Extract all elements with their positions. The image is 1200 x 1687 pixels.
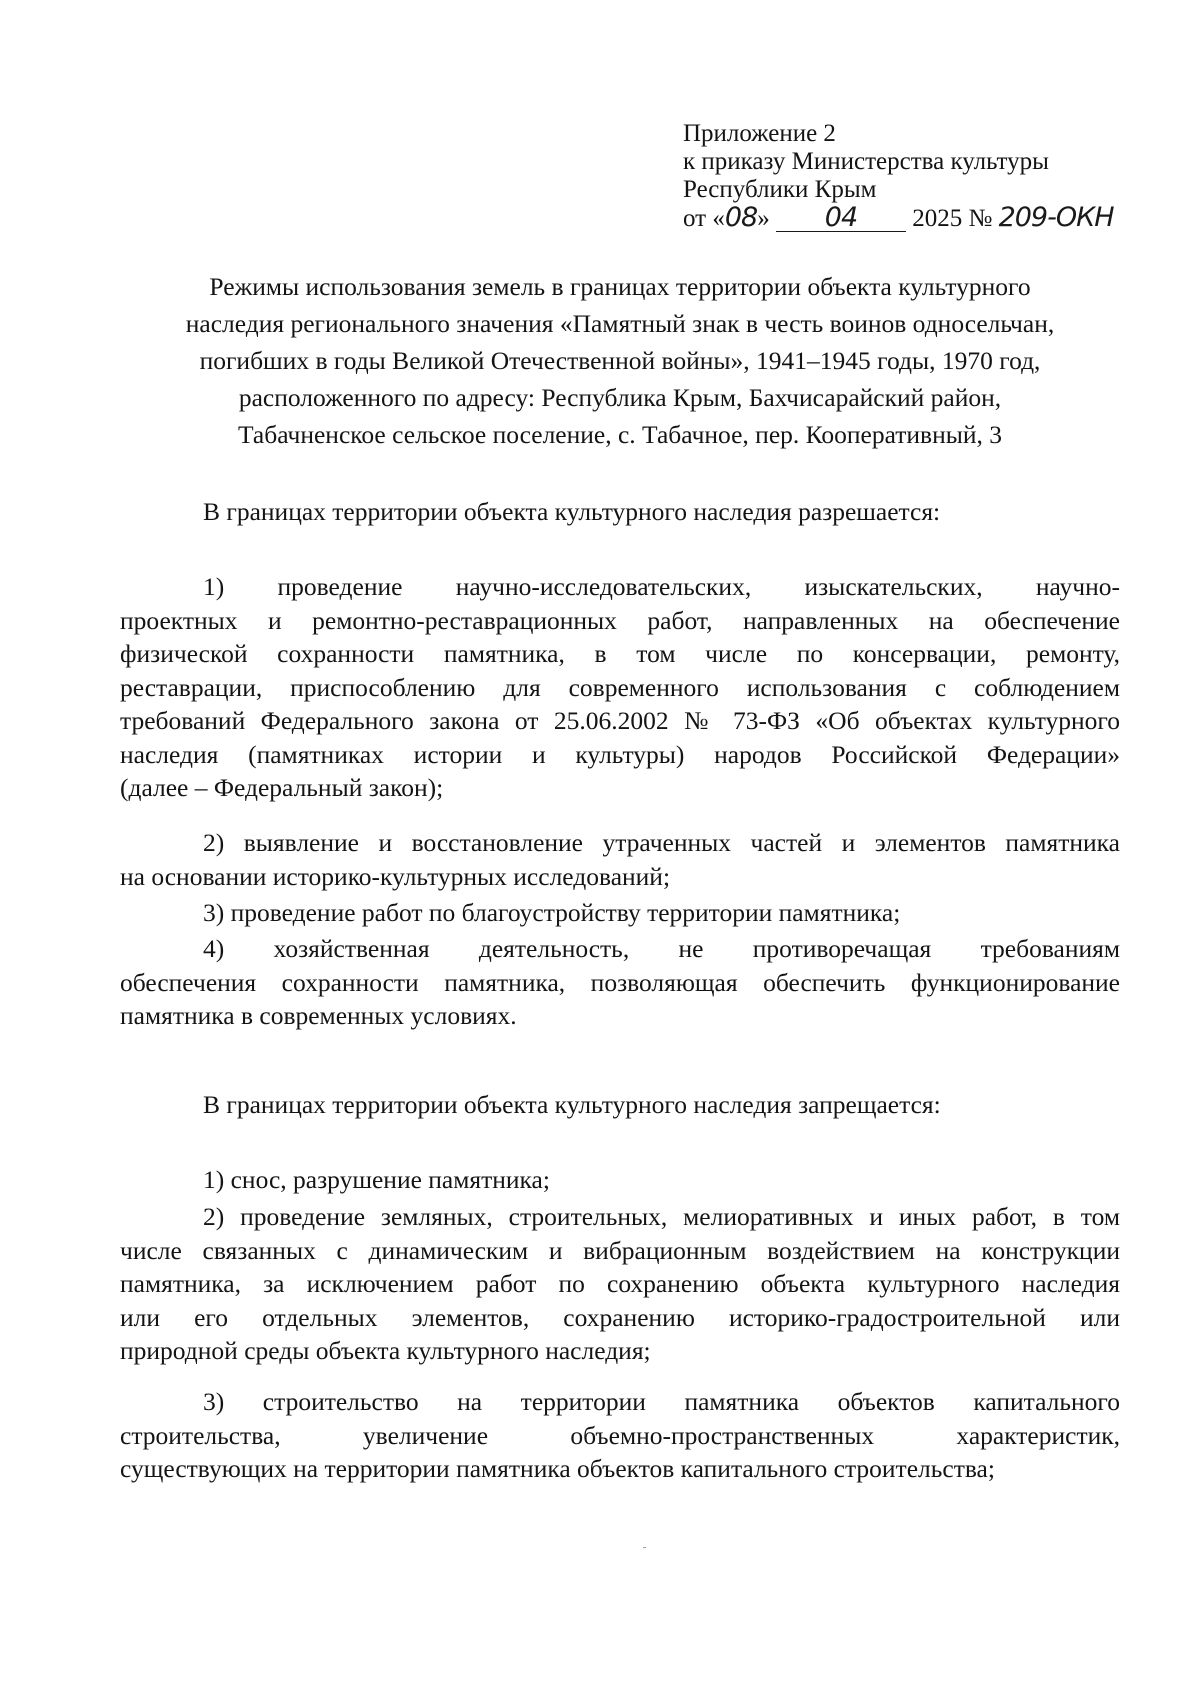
text-line: 4) хозяйственная деятельность, не противоречащая требованиям [203, 934, 1120, 963]
title-line: наследия регионального значения «Памятный знак в честь воинов односельчан, [185, 309, 1055, 338]
text-line: 2) выявление и восстановление утраченных частей и элементов памятника [203, 828, 1120, 857]
allowed-heading: В границах территории объекта культурного наследия разрешается: [203, 497, 941, 526]
text-line: 1) снос, разрушение памятника; [203, 1165, 550, 1194]
prohibited-item-1 [120, 1163, 1120, 1197]
appendix-title: Приложение 2 [683, 120, 836, 147]
handwritten-order-number: 209-ОКН [998, 202, 1114, 233]
title-line: Табачненское сельское поселение, с. Табачное, пер. Кооперативный, 3 [237, 420, 1003, 449]
prohibited-item-3 [120, 1385, 1120, 1486]
date-prefix: от « [683, 205, 725, 232]
title-line: погибших в годы Великой Отечественной войны», 1941–1945 годы, 1970 год, [199, 346, 1041, 375]
handwritten-month: 04 [824, 202, 858, 233]
prohibited-item-2 [120, 1200, 1120, 1368]
text-line: строительства, увеличение объемно-пространственных характеристик, [120, 1420, 1120, 1450]
allowed-item-4 [120, 932, 1120, 1033]
allowed-item-1 [120, 570, 1120, 805]
scan-speck [643, 1547, 646, 1548]
text-line: 2) проведение земляных, строительных, мелиоративных и иных работ, в том [203, 1202, 1120, 1231]
text-line: обеспечения сохранности памятника, позволяющая обеспечить функционирование [120, 967, 1120, 997]
text-line: 3) проведение работ по благоустройству территории памятника; [203, 898, 901, 927]
text-line: природной среды объекта культурного наследия; [120, 1336, 651, 1365]
text-line: проектных и ремонтно-реставрационных работ, направленных на обеспечение [120, 605, 1120, 635]
text-line: физической сохранности памятника, в том числе по консервации, ремонту, [120, 639, 1120, 668]
text-line: (далее – Федеральный закон); [120, 773, 444, 802]
text-line: или его отдельных элементов, сохранению историко-градостроительной или [120, 1302, 1120, 1332]
appendix-order-ref: к приказу Министерства культуры [683, 148, 1049, 175]
text-line: существующих на территории памятника объектов капитального строительства; [120, 1454, 995, 1483]
document-title [120, 268, 1120, 453]
allowed-item-3 [120, 896, 1120, 930]
text-line: памятника в современных условиях. [120, 1001, 517, 1030]
text-line: наследия (памятниках истории и культуры) народов Российской Федерации» [120, 739, 1120, 769]
date-separator: » [757, 205, 770, 232]
text-line: требований Федерального закона от 25.06.2002 № 73-ФЗ «Об объектах культурного [120, 706, 1120, 735]
text-line: 1) проведение научно-исследовательских, изыскательских, научно- [203, 572, 1120, 601]
text-line: числе связанных с динамическим и вибрационным воздействием на конструкции [120, 1235, 1120, 1265]
title-line: Режимы использования земель в границах территории объекта культурного [209, 272, 1031, 301]
title-line: расположенного по адресу: Республика Крым, Бахчисарайский район, [238, 383, 1002, 412]
allowed-item-2 [120, 826, 1120, 893]
order-year-number: 2025 № [912, 205, 993, 232]
appendix-ministry-region: Республики Крым [683, 176, 877, 203]
text-line: реставрации, приспособлению для современного использования с соблюдением [120, 672, 1120, 702]
month-blank [776, 202, 906, 233]
text-line: на основании историко-культурных исследований; [120, 861, 671, 891]
appendix-header [683, 120, 1163, 234]
text-line: 3) строительство на территории памятника объектов капитального [203, 1387, 1120, 1416]
handwritten-day: 08 [724, 202, 758, 233]
prohibited-heading: В границах территории объекта культурного наследия запрещается: [203, 1090, 941, 1119]
text-line: памятника, за исключением работ по сохранению объекта культурного наследия [120, 1269, 1120, 1298]
order-date-line [683, 204, 1163, 234]
